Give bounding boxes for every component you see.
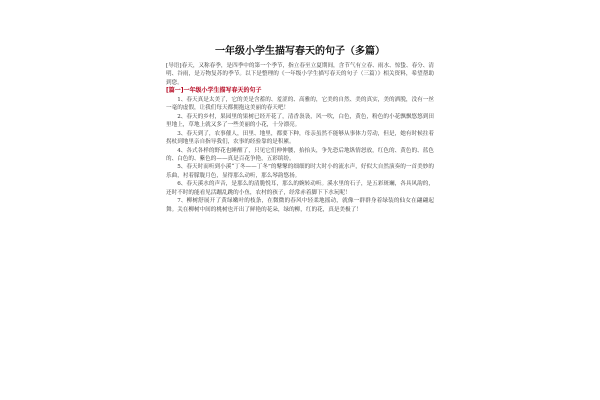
- intro-paragraph: [导语]春天，又称春季，是四季中的第一个季节，指立春至立夏期间，含节气有立春、雨水、惊蛰、春分、清明、谷雨，是万物复苏的季节。以下是整理的《一年级小学生描写春天的句子（三篇）》相关资料，希望帮助到您。: [166, 63, 434, 86]
- paragraph-3: 3、春天到了，农事催人，田里、地里，都要下种，母亲虽然不能够从事体力劳动，但是，她有时候拄着拐杖到地里亲自指导我们，农事的经验靠的是积累。: [166, 130, 434, 146]
- paragraph-1: 1、春天真是太美了，它的美是含蓄的、羞涩的、高雅的，它美的自然、美的真实，美的洒脱，没有一丝一毫的虚假，让我们每天都拥抱这美丽的春天吧！: [166, 96, 434, 112]
- section-heading: [篇一]一年级小学生描写春天的句子: [166, 87, 262, 95]
- paragraph-7: 7、柳树舒展开了黄绿嫩叶的枝条，在微微的春风中轻柔地摇动，就像一群群身着绿装的仙女在翩翩起舞。关在柳树中间的桃树也开出了鲜艳的花朵，绿的柳，红的花，真是美极了！: [166, 198, 434, 213]
- paragraph-4: 4、各式各样的野花也睡醒了，只见它们伸伸腰，抬抬头，争先恐后地纵情怒放，红色的、黄色的、蓝色的、白色的、紫色的——真是百花争艳，五彩缤纷。: [166, 147, 434, 162]
- paragraph-6: 6、春天溪水的声音，是那么的清脆悦耳，那么的婉转动听。溪水里的石子，是五彩斑斓，各具风韵的，还时不时的能看见活蹦乱跳的小鱼，农村的孩子，经常赤着脚下下水玩呢！: [166, 181, 434, 196]
- paragraph-2: 2、春天的乡村，果园里的果树已经开花了，清香袅袅，风一吹，白色，黄色，粉色的小花飘飘悠悠到田里地上，草地上就又多了一些美丽的小花，十分漂亮。: [166, 113, 434, 129]
- paragraph-5: 5、春天时而听到小溪“丁冬——丁冬”的鼕鼕的细细的时大时小的流水声，好似大自然演奏的一首美妙的乐曲，衬着朦胧月色，显得那么动听，那么琴韵悠扬。: [166, 164, 434, 179]
- document-body: [166, 62, 434, 214]
- document-title: 一年级小学生描写春天的句子（多篇）: [215, 46, 385, 57]
